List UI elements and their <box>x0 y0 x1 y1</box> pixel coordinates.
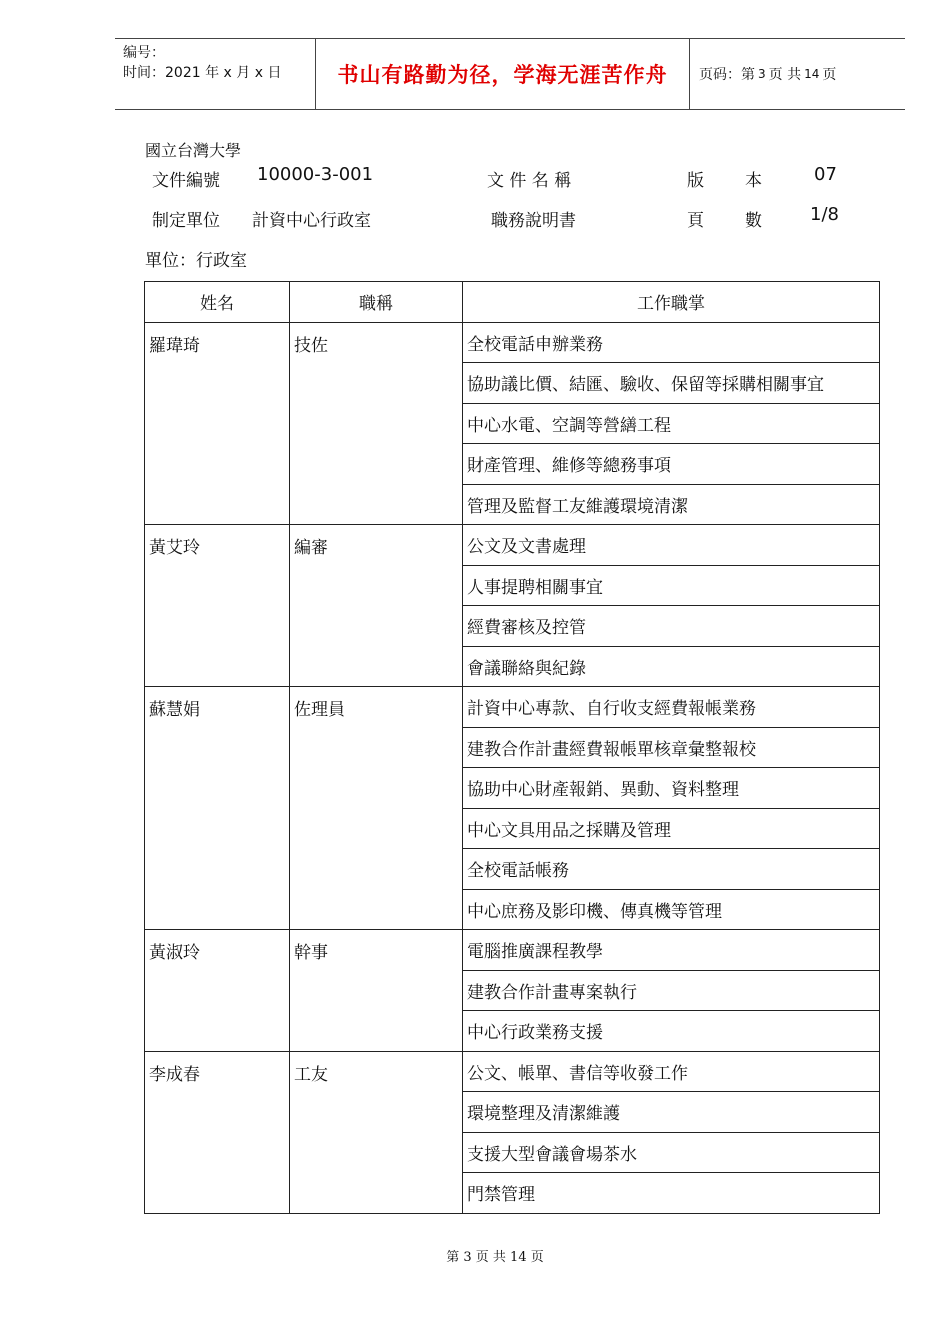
page-current: 3 <box>758 67 766 81</box>
duty-item: 門禁管理 <box>463 1173 880 1214</box>
organization-name: 國立台灣大學 <box>145 141 242 160</box>
version-label: 版 <box>687 171 704 191</box>
table-row <box>145 525 880 566</box>
pages-label: 頁 <box>687 211 704 231</box>
page-suffix: 页 <box>822 67 837 83</box>
staff-title: 技佐 <box>290 322 463 525</box>
duty-item: 計資中心專款、自行收支經費報帳業務 <box>463 687 880 728</box>
header-page-indicator <box>699 39 899 109</box>
duty-item: 建教合作計畫專案執行 <box>463 970 880 1011</box>
duty-item: 中心水電、空調等營繕工程 <box>463 403 880 444</box>
duty-item: 會議聯絡與紀錄 <box>463 646 880 687</box>
duty-item: 環境整理及清潔維護 <box>463 1092 880 1133</box>
duty-item: 協助中心財產報銷、異動、資料整理 <box>463 768 880 809</box>
duty-item: 協助議比價、結匯、驗收、保留等採購相關事宜 <box>463 363 880 404</box>
page-total: 14 <box>804 67 820 81</box>
dept-value: 計資中心行政室 <box>252 211 371 231</box>
meta-row-2 <box>152 206 872 236</box>
table-header-row <box>145 282 880 323</box>
duty-item: 中心文具用品之採購及管理 <box>463 808 880 849</box>
staff-name: 羅瑋琦 <box>145 322 290 525</box>
duties-table <box>144 281 880 1214</box>
duty-item: 電腦推廣課程教學 <box>463 930 880 971</box>
time-label: 时间：2021 年 x 月 x 日 <box>123 65 282 81</box>
staff-name: 黃艾玲 <box>145 525 290 687</box>
pages-label-2: 數 <box>745 211 762 231</box>
duty-item: 公文、帳單、書信等收發工作 <box>463 1051 880 1092</box>
version-value: 07 <box>814 164 837 185</box>
duty-item: 公文及文書處理 <box>463 525 880 566</box>
page-footer: 第 3 页 共 14 页 <box>446 1250 544 1265</box>
header-duties: 工作職掌 <box>463 282 880 323</box>
duty-item: 中心庶務及影印機、傳真機等管理 <box>463 889 880 930</box>
page-prefix: 页码：第 <box>699 67 755 83</box>
header-name: 姓名 <box>145 282 290 323</box>
duty-item: 財產管理、維修等總務事項 <box>463 444 880 485</box>
table-row <box>145 687 880 728</box>
table-row <box>145 322 880 363</box>
staff-name: 蘇慧娟 <box>145 687 290 930</box>
dept-label: 制定單位 <box>152 211 220 231</box>
staff-name: 黃淑玲 <box>145 930 290 1052</box>
number-label: 编号： <box>123 45 165 61</box>
file-name-value: 職務說明書 <box>491 211 576 231</box>
version-label-2: 本 <box>745 171 762 191</box>
table-body <box>145 322 880 1213</box>
header-info <box>123 43 313 83</box>
staff-name: 李成春 <box>145 1051 290 1213</box>
page-mid: 页 共 <box>768 67 802 83</box>
duty-item: 人事提聘相關事宜 <box>463 565 880 606</box>
staff-title: 工友 <box>290 1051 463 1213</box>
duty-item: 中心行政業務支援 <box>463 1011 880 1052</box>
meta-row-1 <box>152 166 872 196</box>
duty-item: 全校電話申辦業務 <box>463 322 880 363</box>
file-no-label: 文件編號 <box>152 171 220 191</box>
page-header <box>115 38 905 110</box>
table-row <box>145 930 880 971</box>
header-title: 職稱 <box>290 282 463 323</box>
table-row <box>145 1051 880 1092</box>
file-name-label: 文 件 名 稱 <box>487 171 572 191</box>
header-divider <box>689 39 690 109</box>
staff-title: 幹事 <box>290 930 463 1052</box>
duty-item: 建教合作計畫經費報帳單核章彙整報校 <box>463 727 880 768</box>
duty-item: 支援大型會議會場茶水 <box>463 1132 880 1173</box>
header-motto: 书山有路勤为径，学海无涯苦作舟 <box>337 63 668 87</box>
file-no: 10000-3-001 <box>257 164 374 185</box>
duty-item: 管理及監督工友維護環境清潔 <box>463 484 880 525</box>
duty-item: 全校電話帳務 <box>463 849 880 890</box>
staff-title: 編審 <box>290 525 463 687</box>
pages-value: 1/8 <box>810 204 839 225</box>
unit-label: 單位：行政室 <box>145 251 247 271</box>
duty-item: 經費審核及控管 <box>463 606 880 647</box>
staff-title: 佐理員 <box>290 687 463 930</box>
